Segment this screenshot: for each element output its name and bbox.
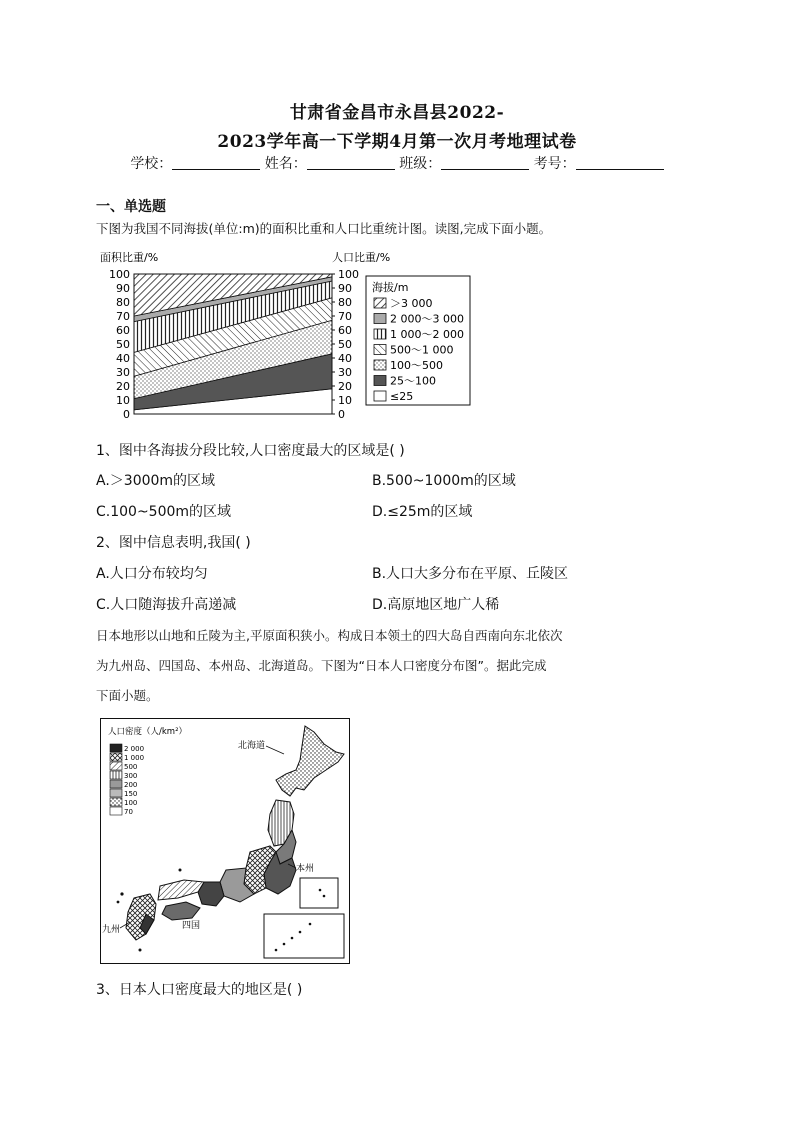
legend-label-2: 1 000～2 000 bbox=[390, 328, 464, 341]
map-legend-label-3: 300 bbox=[124, 772, 138, 780]
q1-option-d[interactable]: D.≤25m的区域 bbox=[372, 504, 473, 520]
legend-title: 海拔/m bbox=[372, 281, 409, 294]
legend-swatch-2 bbox=[374, 329, 386, 339]
right-tick-10: 100 bbox=[338, 268, 359, 281]
map-legend-label-7: 70 bbox=[124, 808, 133, 816]
right-tick-6: 60 bbox=[338, 324, 352, 337]
right-tick-1: 10 bbox=[338, 394, 352, 407]
map-legend-label-4: 200 bbox=[124, 781, 138, 789]
left-tick-5: 50 bbox=[116, 338, 130, 351]
left-tick-6: 60 bbox=[116, 324, 130, 337]
altitude-chart bbox=[96, 246, 476, 418]
legend-label-1: 2 000～3 000 bbox=[390, 312, 464, 326]
right-tick-0: 0 bbox=[338, 408, 345, 418]
q2-option-a[interactable]: A.人口分布较均匀 bbox=[96, 566, 208, 582]
left-axis-label: 面积比重/% bbox=[100, 251, 159, 264]
legend-swatch-5 bbox=[374, 376, 386, 386]
q2-option-c[interactable]: C.人口随海拔升高递减 bbox=[96, 597, 237, 613]
map-legend-label-0: 2 000 bbox=[124, 745, 145, 753]
right-tick-9: 90 bbox=[338, 282, 352, 295]
map-legend-swatch-0 bbox=[110, 744, 122, 752]
map-legend-label-5: 150 bbox=[124, 790, 138, 798]
legend-swatch-3 bbox=[374, 345, 386, 355]
legend-label-3: 500～1 000 bbox=[390, 343, 454, 357]
map-legend-swatch-4 bbox=[110, 780, 122, 788]
right-tick-5: 50 bbox=[338, 338, 352, 351]
map-legend-swatch-5 bbox=[110, 789, 122, 797]
title-line1: 甘肃省金昌市永昌县2022- bbox=[289, 103, 505, 123]
section-heading: 一、单选题 bbox=[96, 199, 166, 215]
left-tick-10: 100 bbox=[109, 268, 130, 281]
q2-option-d[interactable]: D.高原地区地广人稀 bbox=[372, 597, 500, 613]
school-label: 学校： bbox=[130, 156, 173, 172]
intro-paragraph-2-line1: 日本地形以山地和丘陵为主,平原面积狭小。构成日本领土的四大岛自西南向东北依次 bbox=[96, 628, 563, 643]
right-tick-4: 40 bbox=[338, 352, 352, 365]
question-3: 3、日本人口密度最大的地区是( ) bbox=[96, 982, 303, 998]
title-line2: 2023学年高一下学期4月第一次月考地理试卷 bbox=[217, 132, 577, 152]
right-ticks bbox=[332, 268, 359, 418]
intro-paragraph-2-line2: 为九州岛、四国岛、本州岛、北海道岛。下图为“日本人口密度分布图”。据此完成 bbox=[96, 658, 547, 673]
map-legend-label-1: 1 000 bbox=[124, 754, 145, 762]
right-tick-2: 20 bbox=[338, 380, 352, 393]
q1-option-b[interactable]: B.500~1000m的区域 bbox=[372, 473, 516, 489]
question-1: 1、图中各海拔分段比较,人口密度最大的区域是( ) bbox=[96, 443, 405, 459]
map-legend-swatch-7 bbox=[110, 807, 122, 815]
school-blank[interactable] bbox=[172, 155, 260, 170]
legend-swatch-4 bbox=[374, 360, 386, 370]
legend-label-6: ≤25 bbox=[390, 390, 414, 403]
legend-swatch-1 bbox=[374, 314, 386, 324]
class-label: 班级： bbox=[399, 156, 442, 172]
left-tick-7: 70 bbox=[116, 310, 130, 323]
map-legend-swatch-2 bbox=[110, 762, 122, 770]
map-legend-swatch-3 bbox=[110, 771, 122, 779]
chart-bands bbox=[134, 274, 332, 414]
name-label: 姓名： bbox=[264, 156, 307, 172]
intro-paragraph-2-line3: 下面小题。 bbox=[96, 688, 159, 703]
class-blank[interactable] bbox=[441, 155, 529, 170]
number-blank[interactable] bbox=[576, 155, 664, 170]
label-kyushu: 九州 bbox=[102, 925, 121, 935]
question-2: 2、图中信息表明,我国( ) bbox=[96, 535, 251, 551]
map-legend-swatch-1 bbox=[110, 753, 122, 761]
right-tick-7: 70 bbox=[338, 310, 352, 323]
map-legend-title: 人口密度（人/km²） bbox=[108, 727, 187, 737]
right-axis-label: 人口比重/% bbox=[332, 251, 391, 264]
number-label: 考号： bbox=[533, 156, 576, 172]
legend-swatch-6 bbox=[374, 391, 386, 401]
left-tick-0: 0 bbox=[123, 408, 130, 418]
left-ticks bbox=[109, 268, 130, 418]
map-legend-label-6: 100 bbox=[124, 799, 138, 807]
left-tick-9: 90 bbox=[116, 282, 130, 295]
student-info bbox=[0, 153, 794, 173]
left-tick-2: 20 bbox=[116, 380, 130, 393]
legend-swatch-0 bbox=[374, 298, 386, 308]
legend-label-0: ＞3 000 bbox=[390, 297, 433, 310]
q1-option-a[interactable]: A.＞3000m的区域 bbox=[96, 473, 216, 489]
left-tick-3: 30 bbox=[116, 366, 130, 379]
map-legend-label-2: 500 bbox=[124, 763, 138, 771]
left-tick-1: 10 bbox=[116, 394, 130, 407]
label-hokkaido: 北海道 bbox=[238, 741, 266, 751]
q1-option-c[interactable]: C.100~500m的区域 bbox=[96, 504, 232, 520]
legend-label-4: 100～500 bbox=[390, 359, 443, 372]
map-legend-swatch-6 bbox=[110, 798, 122, 806]
left-tick-8: 80 bbox=[116, 296, 130, 309]
left-tick-4: 40 bbox=[116, 352, 130, 365]
label-honshu: 本州 bbox=[296, 864, 315, 874]
japan-density-map bbox=[100, 718, 350, 964]
intro-paragraph-1: 下图为我国不同海拔(单位:m)的面积比重和人口比重统计图。读图,完成下面小题。 bbox=[96, 221, 552, 236]
right-tick-8: 80 bbox=[338, 296, 352, 309]
legend-label-5: 25～100 bbox=[390, 374, 436, 388]
label-shikoku: 四国 bbox=[182, 921, 201, 931]
inset-box bbox=[264, 914, 344, 958]
q2-option-b[interactable]: B.人口大多分布在平原、丘陵区 bbox=[372, 566, 569, 582]
right-tick-3: 30 bbox=[338, 366, 352, 379]
name-blank[interactable] bbox=[307, 155, 395, 170]
